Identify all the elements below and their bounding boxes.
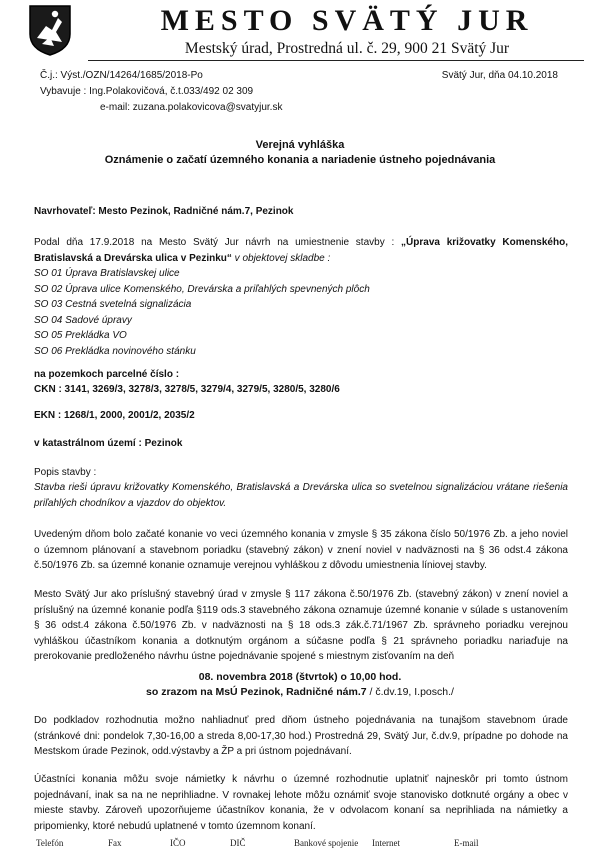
list-item: SO 03 Cestná svetelná signalizácia xyxy=(34,299,192,310)
intro-tail: v objektovej skladbe : xyxy=(231,252,331,264)
footer-ico: IČO xyxy=(170,838,186,848)
description-label: Popis stavby : xyxy=(34,467,97,478)
hearing-place-room: / č.dv.19, I.posch./ xyxy=(366,686,454,698)
project-name: „Úprava križovatky Komenského, Bratislavská a Drevárska ulica v Pezinku“ xyxy=(34,237,568,264)
document-date: Svätý Jur, dňa 04.10.2018 xyxy=(441,70,558,81)
footer-phone: Telefón xyxy=(36,838,64,848)
notice-title: Verejná vyhláška xyxy=(255,139,345,151)
building-objects-list xyxy=(34,266,568,359)
hearing-place xyxy=(0,685,600,700)
applicant: Navrhovateľ: Mesto Pezinok, Radničné nám.7, Pezinok xyxy=(34,206,294,217)
paragraph-hearing-order: Mesto Svätý Jur ako príslušný stavebný úrad v zmysle § 117 zákona č.50/1976 Zb. (stavebný zákon) v znení noviel a príslušný na územné konanie podľa §119 ods.3 stavebného zákona oznamuje územné konanie v súlade s ustanovením § 36 odst.4 zákona č.50/1976 Zb. v nadväznosti na § 18 ods.3 zák.č.71/1967 Zb. správneho poriadku verejnou vyhláškou účastníkom konania a dotknutým orgánom a súčasne podľa § 21 správneho poriadku nariaďuje na prerokovanie predloženého návrhu ústne pojednávanie spojené s miestnym zisťovaním na deň xyxy=(34,589,568,662)
reference-number: Č.j.: Výst./OZN/14264/1685/2018-Po xyxy=(40,70,203,81)
handler-contact: Vybavuje : Ing.Polakovičová, č.t.033/492 02 309 xyxy=(40,86,254,97)
header-divider xyxy=(88,60,584,61)
paragraph-start-of-proceedings: Uvedeným dňom bolo začaté konanie vo veci územného konania v zmysle § 35 zákona číslo 50/1976 Zb. a jeho noviel o územnom plánovaní a stavebnom poriadku (stavebný zákon) v znení noviel v nadväznosti na § 36 odst.4 zákona č.50/1976 Zb. sa územné konanie oznamuje verejnou vyhláškou z dôvodu umiestnenia líniovej stavby. xyxy=(34,529,568,571)
parcels-ekn: EKN : 1268/1, 2000, 2001/2, 2035/2 xyxy=(34,410,195,421)
town-name: MESTO SVÄTÝ JUR xyxy=(160,4,534,37)
footer-email: E-mail xyxy=(454,838,479,848)
hearing-place-bold: so zrazom na MsÚ Pezinok, Radničné nám.7 xyxy=(146,686,367,698)
footer-dic: DIČ xyxy=(230,838,246,848)
parcels-ckn: CKN : 3141, 3269/3, 3278/3, 3278/5, 3279/4, 3279/5, 3280/5, 3280/6 xyxy=(34,384,340,395)
footer-internet: Internet xyxy=(372,838,400,848)
paragraph-objections: Účastníci konania môžu svoje námietky k návrhu o územné rozhodnutie uplatniť najneskôr pri tomto ústnom pojednávaní, inak sa na ne neprihliadne. V rovnakej lehote môžu oznámiť svoje stanovisko dotknuté orgány a obec v mieste stavby. Zároveň upozorňujeme účastníkov konania, že v odvolacom konaní sa neprihliada na námietky a pripomienky, ktoré nebudú uplatnené v tomto územnom konaní. xyxy=(34,774,568,832)
paragraph-inspection: Do podkladov rozhodnutia možno nahliadnuť pred dňom ústneho pojednávania na tunajšom stavebnom úrade (stránkové dni: pondelok 7,30-16,00 a streda 8,00-17,30 hod.) Prostredná 29, Svätý Jur, č.dv.9, prípadne po dohode na Mestskom úrade Pezinok, odd.výstavby a ŽP a pri ústnom pojednávaní. xyxy=(34,715,568,757)
office-address: Mestský úrad, Prostredná ul. č. 29, 900 21 Svätý Jur xyxy=(184,40,510,57)
footer-bank: Bankové spojenie xyxy=(294,838,359,848)
list-item: SO 02 Úprava ulice Komenského, Drevárska a priľahlých spevnených plôch xyxy=(34,283,370,295)
notice-subtitle: Oznámenie o začatí územného konania a nariadenie ústneho pojednávania xyxy=(104,154,496,166)
footer-fax: Fax xyxy=(108,838,122,848)
cadastral-area: v katastrálnom území : Pezinok xyxy=(34,438,183,449)
list-item: SO 05 Prekládka VO xyxy=(34,330,127,341)
list-item: SO 01 Úprava Bratislavskej ulice xyxy=(34,268,180,279)
hearing-date: 08. novembra 2018 (štvrtok) o 10,00 hod. xyxy=(198,671,402,683)
intro-lead: Podal dňa 17.9.2018 na Mesto Svätý Jur návrh na umiestnenie stavby : xyxy=(34,237,402,248)
coat-of-arms-icon xyxy=(28,4,72,56)
parcels-label: na pozemkoch parcelné číslo : xyxy=(34,369,180,380)
handler-email: e-mail: zuzana.polakovicova@svatyjur.sk xyxy=(100,102,283,113)
list-item: SO 04 Sadové úpravy xyxy=(34,314,132,326)
intro-paragraph xyxy=(34,235,568,266)
list-item: SO 06 Prekládka novinového stánku xyxy=(34,345,196,357)
reference-block xyxy=(40,68,282,116)
description-text: Stavba rieši úpravu križovatky Komenského, Bratislavská a Drevárska ulica so svetelnou signalizáciou vrátane riešenia priľahlých chodníkov a vjazdov do objektov. xyxy=(34,482,568,509)
